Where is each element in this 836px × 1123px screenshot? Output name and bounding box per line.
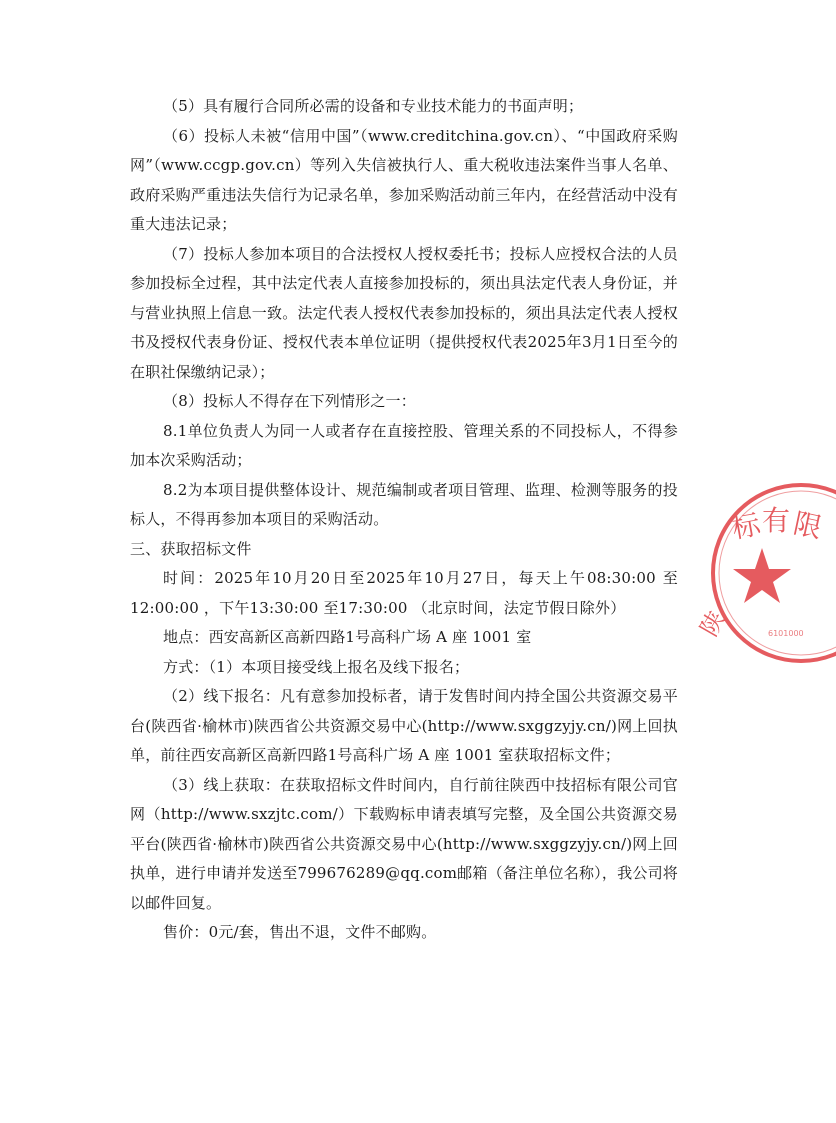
svg-text:6101000: 6101000 — [768, 629, 804, 638]
sale-location: 地点：西安高新区高新四路1号高科广场 A 座 1001 室 — [163, 628, 532, 646]
method-2: （2）线下报名：凡有意参加投标者，请于发售时间内持全国公共资源交易平台(陕西省·榆林市)陕西省公共资源交易中心(http://www.sxggzyjy.cn/)网上回执单，前往西安高新区高新四路1号高科广场 A 座 1001 室获取招标文件； — [130, 687, 678, 764]
section-heading-obtain-documents: 三、获取招标文件 — [130, 539, 252, 558]
svg-text:陕: 陕 — [694, 606, 732, 641]
sale-time: 时间：2025年10月20日至2025年10月27日，每天上午08:30:00 至12:00:00 ，下午13:30:00 至17:30:00 （北京时间，法定节假日除外） — [130, 569, 678, 617]
requirement-8-2: 8.2为本项目提供整体设计、规范编制或者项目管理、监理、检测等服务的投标人，不得再参加本项目的采购活动。 — [130, 480, 678, 528]
svg-text:有: 有 — [762, 504, 791, 537]
method-1: 方式：（1）本项目接受线上报名及线下报名； — [163, 657, 470, 676]
svg-text:限: 限 — [790, 506, 825, 545]
requirement-8: （8）投标人不得存在下列情形之一： — [163, 392, 416, 410]
svg-text:标: 标 — [729, 507, 763, 545]
company-seal — [694, 478, 836, 668]
method-3: （3）线上获取：在获取招标文件时间内，自行前往陕西中技招标有限公司官网（http://www.sxzjtc.com/）下载购标申请表填写完整，及全国公共资源交易平台(陕西省·榆林市)陕西省公共资源交易中心(http://www.sxggzyjy.cn/)网上回执单，进行申请并发送至799676289@qq.com邮箱（备注单位名称），我公司将以邮件回复。 — [130, 775, 678, 912]
requirement-6: （6）投标人未被“信用中国”（www.creditchina.gov.cn）、“中国政府采购网”（www.ccgp.gov.cn）等列入失信被执行人、重大税收违法案件当事人名单、政府采购严重违法失信行为记录名单，参加采购活动前三年内，在经营活动中没有重大违法记录； — [130, 126, 678, 233]
star-icon — [733, 548, 791, 603]
sale-price: 售价：0元/套，售出不退，文件不邮购。 — [163, 923, 437, 941]
requirement-5: （5）具有履行合同所必需的设备和专业技术能力的书面声明； — [163, 97, 584, 115]
document-body — [130, 92, 678, 948]
requirement-7: （7）投标人参加本项目的合法授权人授权委托书；投标人应授权合法的人员参加投标全过程，其中法定代表人直接参加投标的，须出具法定代表人身份证，并与营业执照上信息一致。法定代表人授权代表参加投标的，须出具法定代表人授权书及授权代表身份证、授权代表本单位证明（提供授权代表2025年3月1日至今的在职社保缴纳记录）； — [130, 244, 678, 381]
requirement-8-1: 8.1单位负责人为同一人或者存在直接控股、管理关系的不同投标人，不得参加本次采购活动； — [130, 421, 678, 469]
